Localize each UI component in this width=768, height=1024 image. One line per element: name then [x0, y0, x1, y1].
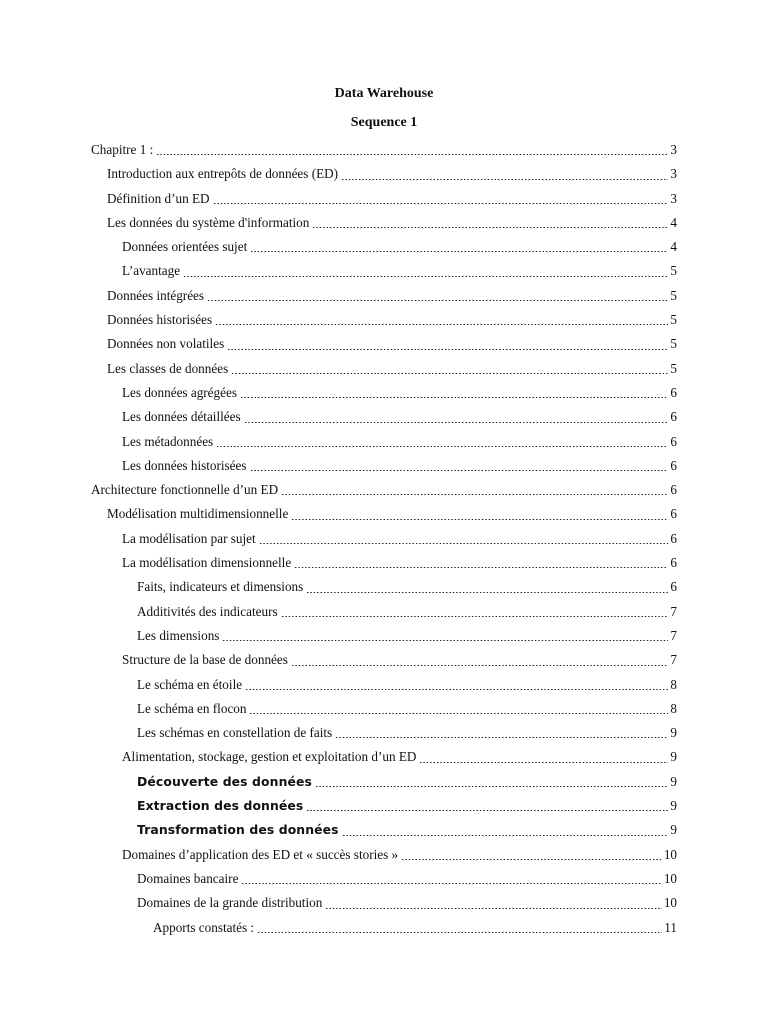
toc-entry-page-number: 9: [670, 773, 677, 789]
toc-entry-label: L’avantage: [122, 263, 181, 279]
dot-leader: [227, 349, 668, 350]
toc-entry-label: Les données détaillées: [122, 409, 241, 425]
toc-entry-page-number: 8: [670, 700, 677, 716]
dot-leader: [215, 324, 668, 325]
dot-leader: [401, 859, 662, 860]
dot-leader: [325, 908, 661, 909]
toc-entry[interactable]: [0, 138, 768, 162]
toc-entry-page-number: 7: [670, 627, 677, 643]
toc-entry[interactable]: [0, 162, 768, 186]
toc-entry-page-number: 9: [670, 798, 677, 814]
toc-entry-page-number: 6: [670, 384, 677, 400]
toc-entry-page-number: 9: [670, 822, 677, 838]
toc-entry-page-number: 4: [670, 214, 677, 230]
toc-entry-page-number: 5: [670, 360, 677, 376]
toc-entry-label: Modélisation multidimensionnelle: [107, 506, 289, 522]
toc-entry-page-number: 7: [670, 652, 677, 668]
toc-entry-label: Données non volatiles: [107, 336, 225, 352]
toc-entry[interactable]: [0, 673, 768, 697]
dot-leader: [207, 300, 668, 301]
toc-entry-page-number: 10: [663, 895, 677, 911]
toc-entry[interactable]: [0, 891, 768, 915]
toc-entry[interactable]: [0, 381, 768, 405]
toc-entry-label: Le schéma en étoile: [137, 676, 243, 692]
toc-entry[interactable]: [0, 818, 768, 842]
toc-entry-page-number: 9: [670, 725, 677, 741]
toc-entry[interactable]: [0, 332, 768, 356]
toc-entry-label: Domaines de la grande distribution: [137, 895, 323, 911]
toc-entry-page-number: 6: [670, 409, 677, 425]
toc-entry-page-number: 5: [670, 312, 677, 328]
toc-entry-label: Les dimensions: [137, 627, 220, 643]
toc-entry-label: Architecture fonctionnelle d’un ED: [91, 482, 279, 498]
toc-entry-page-number: 6: [670, 530, 677, 546]
toc-entry[interactable]: [0, 721, 768, 745]
toc-entry[interactable]: [0, 502, 768, 526]
toc-entry[interactable]: [0, 478, 768, 502]
toc-entry-label: Les schémas en constellation de faits: [137, 725, 333, 741]
dot-leader: [281, 494, 668, 495]
dot-leader: [294, 567, 668, 568]
toc-entry[interactable]: [0, 600, 768, 624]
dot-leader: [222, 640, 668, 641]
toc-entry-page-number: 11: [664, 919, 677, 935]
dot-leader: [315, 786, 668, 787]
toc-entry-label: Introduction aux entrepôts de données (ED): [107, 166, 339, 182]
toc-entry-page-number: 4: [670, 239, 677, 255]
document-subtitle: Sequence 1: [350, 115, 418, 130]
toc-entry-label: Faits, indicateurs et dimensions: [137, 579, 304, 595]
toc-entry-page-number: 3: [670, 166, 677, 182]
toc-entry[interactable]: [0, 867, 768, 891]
toc-entry-label: Alimentation, stockage, gestion et exploitation d’un ED: [122, 749, 417, 765]
toc-entry-page-number: 10: [663, 870, 677, 886]
toc-entry-page-number: 5: [670, 336, 677, 352]
toc-entry-page-number: 7: [670, 603, 677, 619]
dot-leader: [156, 154, 668, 155]
toc-entry-page-number: 3: [670, 190, 677, 206]
toc-entry[interactable]: [0, 357, 768, 381]
toc-entry-label: La modélisation dimensionnelle: [122, 555, 292, 571]
toc-entry[interactable]: [0, 916, 768, 940]
dot-leader: [249, 713, 668, 714]
toc-entry[interactable]: [0, 211, 768, 235]
toc-entry-label: Définition d’un ED: [107, 190, 210, 206]
dot-leader: [257, 932, 662, 933]
toc-entry-page-number: 6: [670, 433, 677, 449]
dot-leader: [241, 883, 661, 884]
dot-leader: [291, 665, 669, 666]
toc-entry[interactable]: [0, 551, 768, 575]
toc-entry[interactable]: [0, 745, 768, 769]
toc-entry-label: La modélisation par sujet: [122, 530, 256, 546]
dot-leader: [213, 203, 669, 204]
dot-leader: [259, 543, 669, 544]
toc-entry[interactable]: [0, 794, 768, 818]
toc-entry-label: Les données du système d'information: [107, 214, 310, 230]
toc-entry[interactable]: [0, 770, 768, 794]
dot-leader: [183, 276, 668, 277]
dot-leader: [335, 737, 668, 738]
toc-entry[interactable]: [0, 284, 768, 308]
toc-entry-label: Découverte des données: [137, 773, 312, 789]
dot-leader: [419, 762, 668, 763]
dot-leader: [240, 397, 668, 398]
dot-leader: [341, 179, 668, 180]
toc-entry[interactable]: [0, 187, 768, 211]
dot-leader: [306, 810, 668, 811]
toc-entry[interactable]: [0, 697, 768, 721]
toc-entry-page-number: 6: [670, 555, 677, 571]
dot-leader: [312, 227, 668, 228]
dot-leader: [281, 616, 669, 617]
toc-entry-page-number: 6: [670, 482, 677, 498]
toc-entry[interactable]: [0, 430, 768, 454]
toc-entry-label: Extraction des données: [137, 798, 304, 814]
toc-entry[interactable]: [0, 259, 768, 283]
dot-leader: [245, 689, 668, 690]
toc-entry-label: Les données historisées: [122, 457, 247, 473]
toc-entry-label: Les métadonnées: [122, 433, 214, 449]
toc-entry-label: Transformation des données: [137, 822, 339, 838]
toc-entry-label: Additivités des indicateurs: [137, 603, 278, 619]
toc-entry-label: Domaines bancaire: [137, 870, 239, 886]
toc-entry[interactable]: [0, 843, 768, 867]
toc-entry-label: Domaines d’application des ED et « succès stories »: [122, 846, 399, 862]
dot-leader: [250, 251, 668, 252]
toc-entry-label: Chapitre 1 :: [91, 142, 154, 157]
toc-entry-page-number: 6: [670, 579, 677, 595]
toc-entry-label: Le schéma en flocon: [137, 700, 247, 716]
toc-entry-label: Les données agrégées: [122, 384, 237, 400]
document-title: Data Warehouse: [334, 86, 434, 101]
dot-leader: [342, 835, 669, 836]
toc-entry[interactable]: [0, 235, 768, 259]
toc-entry-label: Données intégrées: [107, 287, 205, 303]
toc-entry-page-number: 6: [670, 506, 677, 522]
toc-entry-page-number: 8: [670, 676, 677, 692]
toc-entry-page-number: 5: [670, 263, 677, 279]
toc-entry[interactable]: [0, 308, 768, 332]
toc-entry-label: Données historisées: [107, 312, 213, 328]
toc-entry-page-number: 9: [670, 749, 677, 765]
toc-entry[interactable]: [0, 575, 768, 599]
dot-leader: [306, 592, 668, 593]
dot-leader: [231, 373, 668, 374]
toc-entry-page-number: 3: [670, 142, 677, 157]
toc-entry-label: Les classes de données: [107, 360, 229, 376]
toc-entry-label: Structure de la base de données: [122, 652, 288, 668]
dot-leader: [216, 446, 668, 447]
toc-entry[interactable]: [0, 624, 768, 648]
table-of-contents: [0, 138, 768, 940]
toc-entry[interactable]: [0, 527, 768, 551]
dot-leader: [291, 519, 668, 520]
toc-entry[interactable]: [0, 648, 768, 672]
toc-entry-page-number: 10: [663, 846, 677, 862]
toc-entry-page-number: 6: [670, 457, 677, 473]
toc-entry[interactable]: [0, 405, 768, 429]
dot-leader: [250, 470, 669, 471]
toc-entry-label: Apports constatés :: [153, 919, 255, 935]
toc-entry[interactable]: [0, 454, 768, 478]
dot-leader: [244, 422, 669, 423]
toc-entry-page-number: 5: [670, 287, 677, 303]
toc-entry-label: Données orientées sujet: [122, 239, 248, 255]
